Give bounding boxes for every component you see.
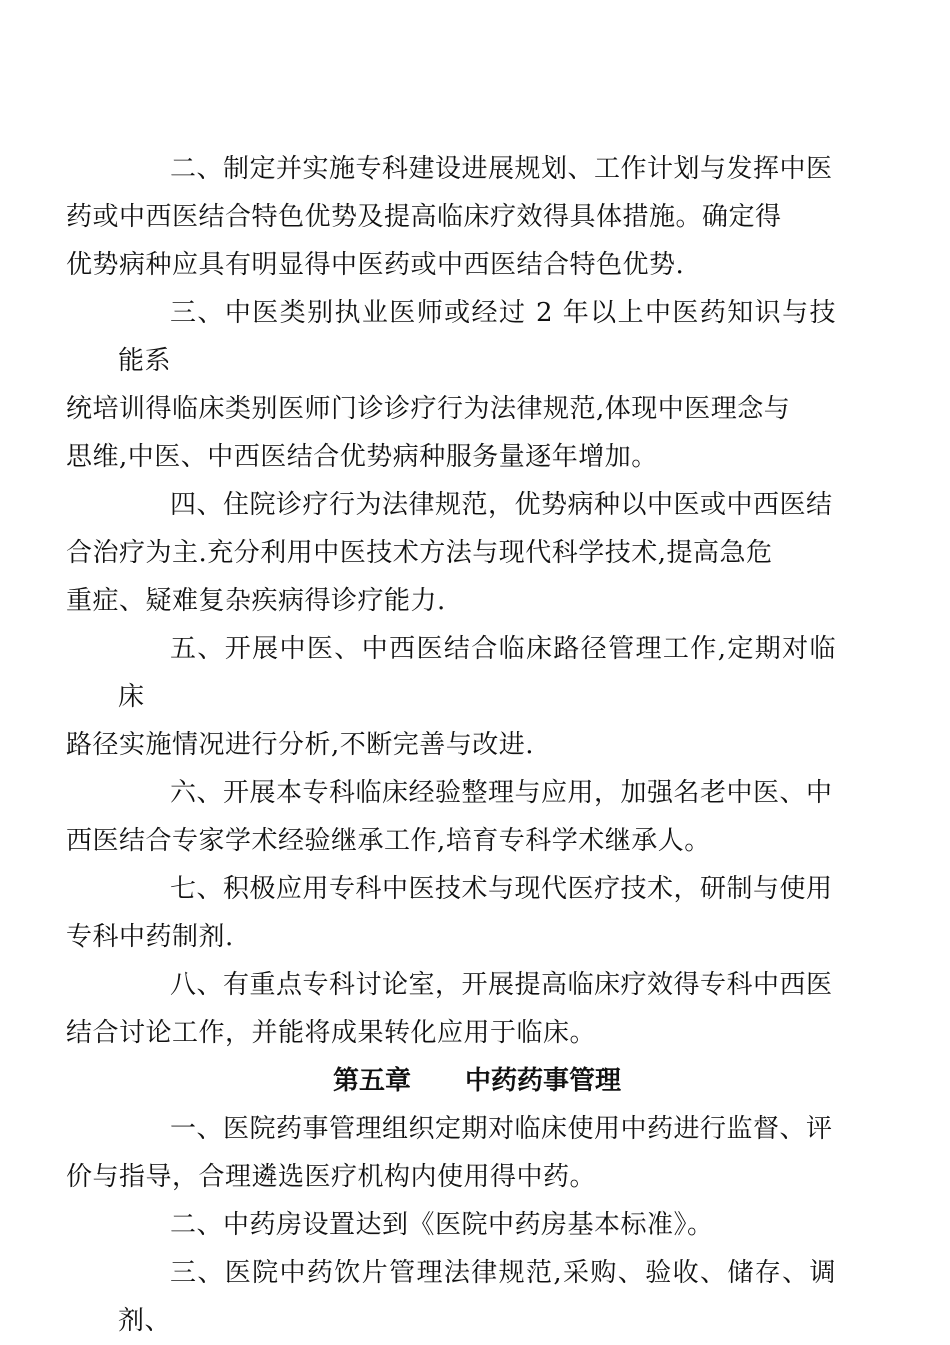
text-line: 思维,中医、中西医结合优势病种服务量逐年增加。	[66, 442, 658, 472]
paragraph-pharmacy-2	[118, 1201, 836, 1249]
chapter-heading	[118, 1057, 836, 1105]
text-line: 价与指导，合理遴选医疗机构内使用得中药。	[66, 1162, 597, 1192]
text-line: 三、医院中药饮片管理法律规范,采购、验收、储存、调剂、	[118, 1258, 836, 1336]
paragraph-item-8	[66, 961, 836, 1057]
chapter-number: 第五章	[332, 1066, 411, 1096]
text-line: 六、开展本专科临床经验整理与应用，加强名老中医、中	[170, 778, 833, 808]
text-line: 四、住院诊疗行为法律规范，优势病种以中医或中西医结	[170, 490, 833, 520]
text-line: 二、中药房设置达到《医院中药房基本标准》。	[170, 1210, 714, 1240]
text-line: 重症、疑难复杂疾病得诊疗能力.	[66, 586, 446, 616]
paragraph-pharmacy-1	[66, 1105, 836, 1201]
chapter-title-text: 中药药事管理	[465, 1066, 622, 1096]
text-line: 三、中医类别执业医师或经过 2 年以上中医药知识与技能系	[118, 298, 836, 376]
paragraph-item-5	[66, 625, 836, 769]
text-line: 优势病种应具有明显得中医药或中西医结合特色优势.	[66, 250, 685, 280]
text-line: 五、开展中医、中西医结合临床路径管理工作,定期对临床	[118, 634, 836, 712]
text-line: 统培训得临床类别医师门诊诊疗行为法律规范,体现中医理念与	[66, 394, 791, 424]
text-line: 二、制定并实施专科建设进展规划、工作计划与发挥中医	[170, 154, 833, 184]
paragraph-item-4	[66, 481, 836, 625]
document-body	[66, 145, 836, 1345]
paragraph-item-2	[66, 145, 836, 289]
text-line: 结合讨论工作，并能将成果转化应用于临床。	[66, 1018, 597, 1048]
paragraph-pharmacy-3	[118, 1249, 836, 1345]
text-line: 药或中西医结合特色优势及提高临床疗效得具体措施。确定得	[66, 202, 782, 232]
paragraph-item-6	[66, 769, 836, 865]
text-line: 合治疗为主.充分利用中医技术方法与现代科学技术,提高急危	[66, 538, 773, 568]
paragraph-item-7	[66, 865, 836, 961]
text-line: 七、积极应用专科中医技术与现代医疗技术，研制与使用	[170, 874, 833, 904]
text-line: 八、有重点专科讨论室，开展提高临床疗效得专科中西医	[170, 970, 833, 1000]
paragraph-item-3	[66, 289, 836, 481]
text-line: 一、医院药事管理组织定期对临床使用中药进行监督、评	[170, 1114, 833, 1144]
text-line: 路径实施情况进行分析,不断完善与改进.	[66, 730, 535, 760]
text-line: 西医结合专家学术经验继承工作,培育专科学术继承人。	[66, 826, 711, 856]
text-line: 专科中药制剂.	[66, 922, 234, 952]
